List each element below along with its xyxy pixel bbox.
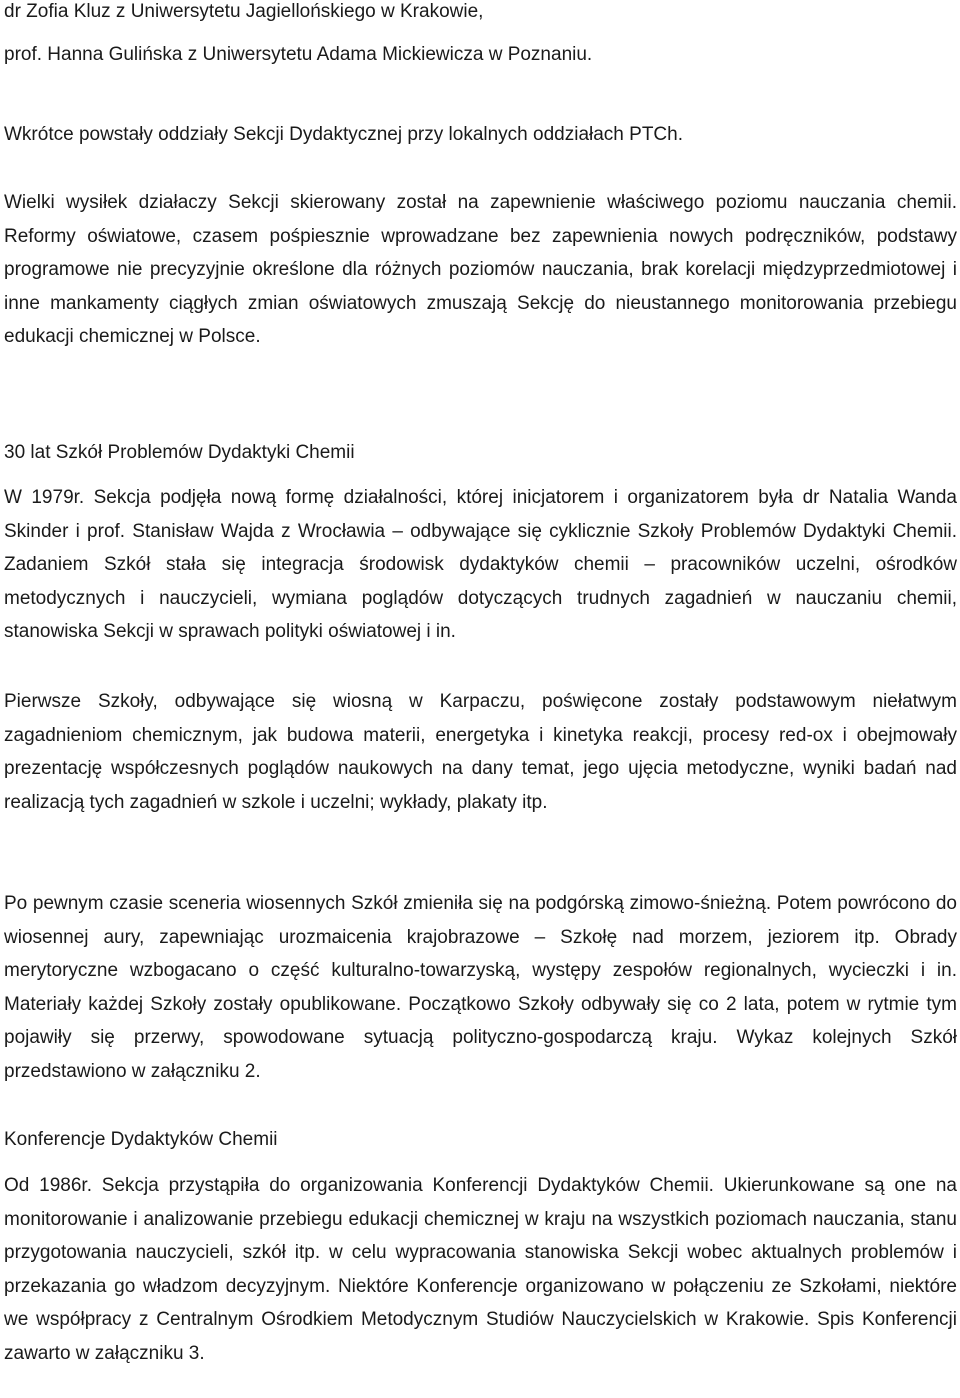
list-item-kluz: dr Zofia Kluz z Uniwersytetu Jagiellońskiego w Krakowie, bbox=[4, 1, 484, 22]
paragraph-schools-later: Po pewnym czasie sceneria wiosennych Szkół zmieniła się na podgórską zimowo-śnieżną. Potem powrócono do wiosennej aury, zapewniając urozmaicenia krajobrazowe – Szkołę nad morzem, jeziorem itp. Obrady merytoryczne wzbogacano o część kulturalno-towarzyską, występy zespołów regionalnych, wycieczki i in. Materiały każdej Szkoły zostały opublikowane. Początkowo Szkoły odbywały się co 2 lata, potem w rytmie tym pojawiły się przerwy, spowodowane sytuacją polityczno-gospodarczą kraju. Wykaz kolejnych Szkół przedstawiono w załączniku 2. bbox=[4, 893, 957, 1082]
list-item-gulinska: prof. Hanna Gulińska z Uniwersytetu Adama Mickiewicza w Poznaniu. bbox=[4, 44, 593, 65]
paragraph-branches: Wkrótce powstały oddziały Sekcji Dydaktycznej przy lokalnych oddziałach PTCh. bbox=[4, 124, 683, 145]
paragraph-efforts: Wielki wysiłek działaczy Sekcji skierowany został na zapewnienie właściwego poziomu nauczania chemii. Reformy oświatowe, czasem pośpiesznie wprowadzane bez zapewnienia nowych podręczników, podstawy programowe nie precyzyjnie określone dla różnych poziomów nauczania, brak korelacji międzyprzedmiotowej i inne mankamenty ciągłych zmian oświatowych zmuszają Sekcję do nieustannego monitorowania przebiegu edukacji chemicznej w Polsce. bbox=[4, 192, 957, 348]
paragraph-schools-first: Pierwsze Szkoły, odbywające się wiosną w Karpaczu, poświęcone zostały podstawowym niełatwym zagadnieniom chemicznym, jak budowa materii, energetyka i kinetyka reakcji, procesy red-ox i obejmowały prezentację współczesnych poglądów naukowych na dany temat, jego ujęcia metodyczne, wyniki badań nad realizacją tych zagadnień w szkole i uczelni; wykłady, plakaty itp. bbox=[4, 691, 957, 813]
paragraph-schools-intro: W 1979r. Sekcja podjęła nową formę działalności, której inicjatorem i organizatorem była dr Natalia Wanda Skinder i prof. Stanisław Wajda z Wrocławia – odbywające się cyklicznie Szkoły Problemów Dydaktyki Chemii. Zadaniem Szkół stała się integracja środowisk dydaktyków chemii – pracowników uczelni, ośrodków metodycznych i nauczycieli, wymiana poglądów dotyczących trudnych zagadnień w nauczaniu chemii, stanowiska Sekcji w sprawach polityki oświatowej i in. bbox=[4, 487, 957, 643]
paragraph-conferences: Od 1986r. Sekcja przystąpiła do organizowania Konferencji Dydaktyków Chemii. Ukierunkowane są one na monitorowanie i analizowanie przebiegu edukacji chemicznej w kraju na wszystkich poziomach nauczania, stanu przygotowania nauczycieli, szkół itp. w celu wypracowania stanowiska Sekcji wobec aktualnych problemów i przekazania go władzom decyzyjnym. Niektóre Konferencje organizowano w połączeniu ze Szkołami, niektóre we współpracy z Centralnym Ośrodkiem Metodycznym Studiów Nauczycielskich w Krakowie. Spis Konferencji zawarto w załączniku 3. bbox=[4, 1175, 957, 1364]
section-heading-schools: 30 lat Szkół Problemów Dydaktyki Chemii bbox=[4, 442, 355, 463]
section-heading-conferences: Konferencje Dydaktyków Chemii bbox=[4, 1129, 278, 1150]
